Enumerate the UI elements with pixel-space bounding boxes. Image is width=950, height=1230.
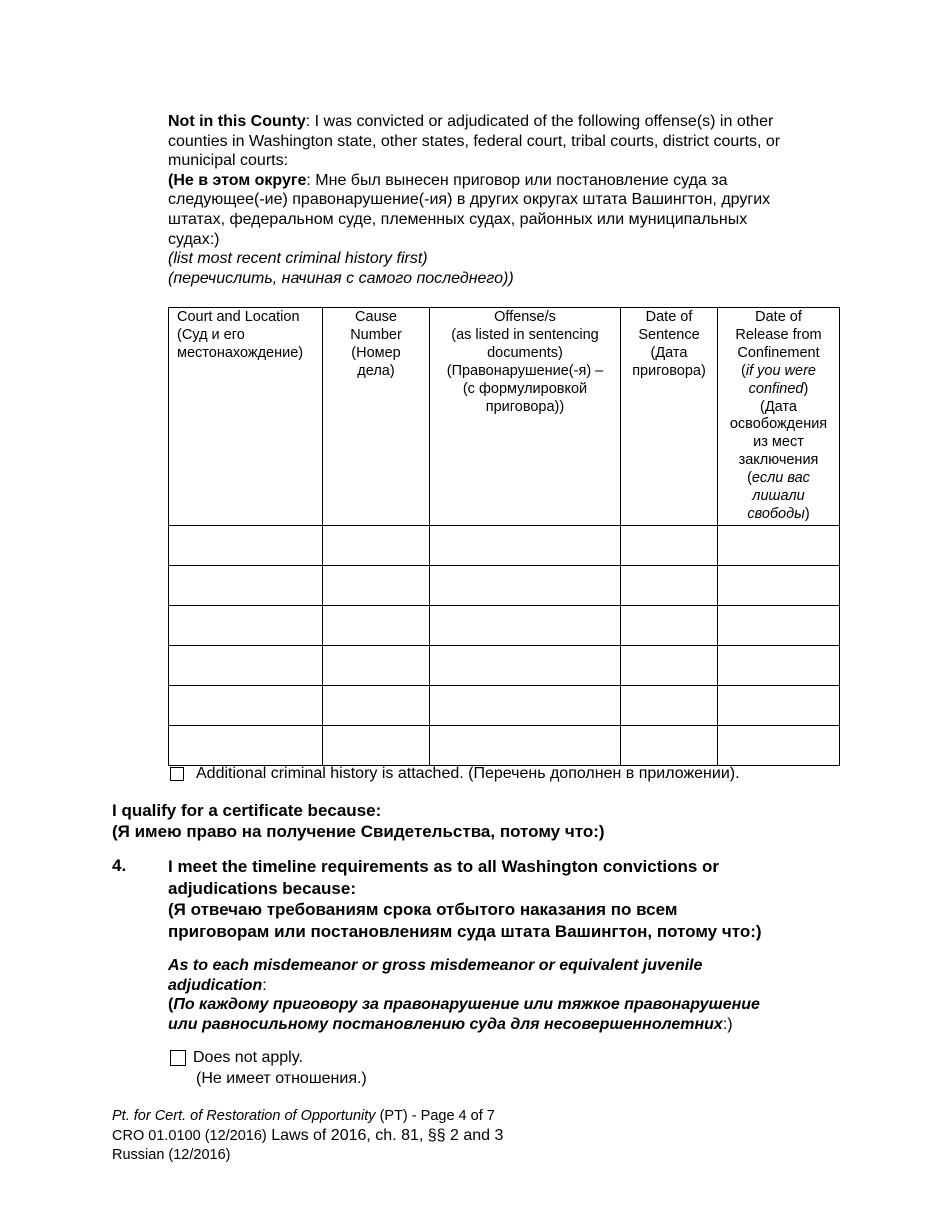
does-not-apply-checkbox[interactable] — [170, 1050, 186, 1066]
header-cause-number: Cause Number (Номер дела) — [323, 308, 430, 526]
table-cell[interactable] — [323, 605, 430, 645]
qualify-heading: I qualify for a certificate because: (Я имею право на получение Свидетельства, потому что:) — [112, 801, 605, 841]
table-cell[interactable] — [430, 685, 621, 725]
table-cell[interactable] — [718, 525, 840, 565]
section-4-number: 4. — [112, 856, 127, 875]
table-cell[interactable] — [169, 685, 323, 725]
list-note-ru: (перечислить, начиная с самого последнего)) — [168, 269, 514, 287]
table-row — [169, 565, 840, 605]
header-date-of-sentence: Date of Sentence (Дата приговора) — [621, 308, 718, 526]
table-header-row — [169, 308, 840, 526]
table-cell[interactable] — [323, 525, 430, 565]
footer-form-code: CRO 01.0100 (12/2016) Laws of 2016, ch. 81, §§ 2 and 3 — [112, 1127, 504, 1144]
table-cell[interactable] — [169, 605, 323, 645]
additional-history-checkbox[interactable] — [170, 767, 184, 781]
intro-ru-line-4: судах:) — [168, 230, 220, 248]
table-cell[interactable] — [621, 685, 718, 725]
table-cell[interactable] — [430, 725, 621, 765]
intro-line-1: Not in this County: I was convicted or adjudicated of the following offense(s) in other — [168, 113, 774, 130]
table-cell[interactable] — [323, 645, 430, 685]
intro-ru-line-1: (Не в этом округе: Мне был вынесен приговор или постановление суда за — [168, 171, 728, 189]
table-cell[interactable] — [718, 725, 840, 765]
header-date-of-release: Date of Release from Confinement (if you were confined) (Дата освобождения из мест заключения (если вас лишали свободы) — [718, 308, 840, 526]
table-cell[interactable] — [323, 565, 430, 605]
footer-language: Russian (12/2016) — [112, 1147, 231, 1163]
intro-line-2: counties in Washington state, other states, federal court, tribal courts, district courts, or — [168, 132, 781, 150]
header-court-location: Court and Location (Суд и его местонахождение) — [169, 308, 323, 526]
table-cell[interactable] — [169, 645, 323, 685]
section-4-heading: I meet the timeline requirements as to all Washington convictions or adjudications because: (Я отвечаю требованиям срока отбытого наказания по всем приговорам или постановлениям суда штата Вашингтон, потому что:) — [168, 857, 762, 941]
table-cell[interactable] — [718, 685, 840, 725]
table-cell[interactable] — [323, 685, 430, 725]
table-cell[interactable] — [621, 725, 718, 765]
additional-history-label: Additional criminal history is attached. (Перечень дополнен в приложении). — [196, 765, 740, 782]
page-footer — [112, 1107, 503, 1165]
table-cell[interactable] — [718, 605, 840, 645]
intro-ru-line-3: штатах, федеральном суде, племенных судах, районных или муниципальных — [168, 210, 748, 228]
list-note-en: (list most recent criminal history first) — [168, 250, 428, 268]
not-in-county-heading: Not in this County — [168, 113, 306, 130]
table-cell[interactable] — [430, 525, 621, 565]
intro-line-3: municipal courts: — [168, 152, 289, 170]
table-cell[interactable] — [621, 605, 718, 645]
table-cell[interactable] — [621, 525, 718, 565]
table-cell[interactable] — [169, 525, 323, 565]
table-cell[interactable] — [430, 645, 621, 685]
table-row — [169, 525, 840, 565]
table-cell[interactable] — [169, 565, 323, 605]
table-cell[interactable] — [430, 565, 621, 605]
footer-title: Pt. for Cert. of Restoration of Opportunity (PT) - Page 4 of 7 — [112, 1108, 495, 1124]
header-offense: Offense/s (as listed in sentencing documents) (Правонарушение(-я) – (с формулировкой приговора)) — [430, 308, 621, 526]
table-row — [169, 645, 840, 685]
intro-section — [168, 112, 848, 288]
table-row — [169, 685, 840, 725]
table-cell[interactable] — [621, 645, 718, 685]
table-cell[interactable] — [718, 565, 840, 605]
does-not-apply-label: Does not apply. (Не имеет отношения.) — [193, 1049, 367, 1087]
table-cell[interactable] — [430, 605, 621, 645]
table-row — [169, 725, 840, 765]
not-in-county-heading-ru: (Не в этом округе — [168, 171, 307, 189]
intro-ru-line-2: следующее(-ие) правонарушение(-ия) в других округах штата Вашингтон, других — [168, 191, 771, 209]
table-cell[interactable] — [169, 725, 323, 765]
misdemeanor-subheading: As to each misdemeanor or gross misdemeanor or equivalent juvenile adjudication: (По каждому приговору за правонарушение или тяжкое правонарушение или равносильному постановлению суда для несовершеннолетних:) — [168, 957, 760, 1033]
table-cell[interactable] — [718, 645, 840, 685]
table-row — [169, 605, 840, 645]
criminal-history-table — [168, 307, 840, 766]
table-cell[interactable] — [323, 725, 430, 765]
table-cell[interactable] — [621, 565, 718, 605]
